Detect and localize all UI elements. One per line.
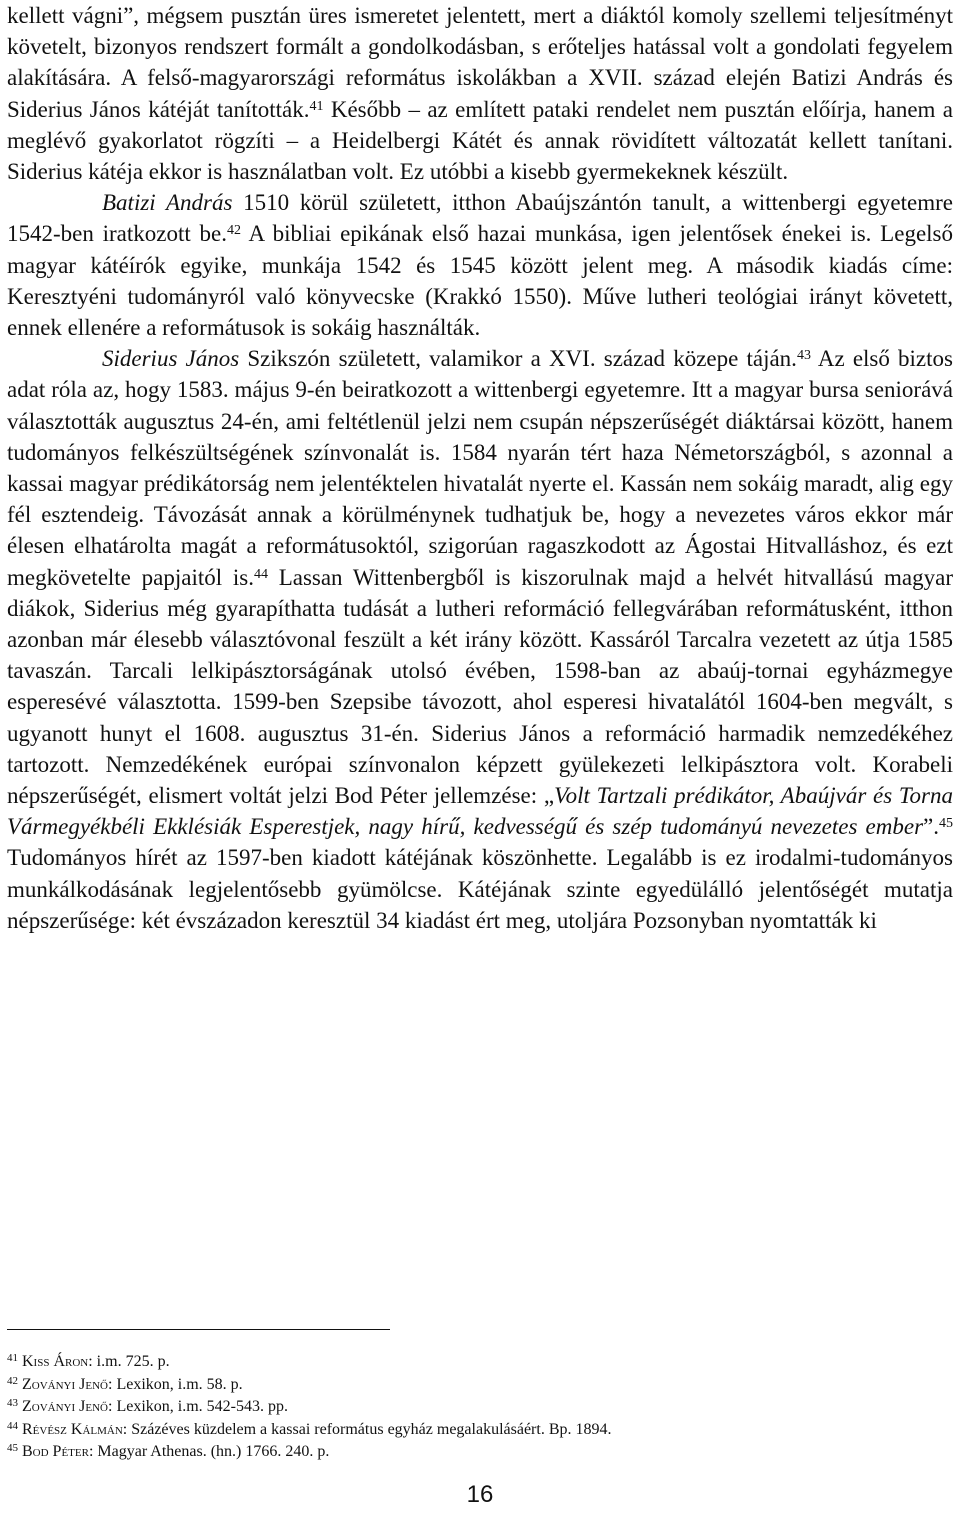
- footnote-text: : Lexikon, i.m. 542-543. pp.: [108, 1398, 288, 1415]
- footnote-number: 45: [7, 1442, 18, 1454]
- paragraph-3-text-c: Lassan Wittenbergből is kiszorulnak majd a helvét hitvallású magyar diákok, Siderius még gyarapíthatta tudását a lutheri reformáció fellegvárában reformátusként, itthon azonban már élesebb választóvonal feszült a két irány között. Kassáról Tarcalra vezetett az útja 1585 tavaszán. Tarcali lelkipásztorságának utolsó évében, 1598-ban az abaúj-tornai egyházmegye esperesévé választotta. 1599-ben Szepsibe távozott, ahol esperesi hivatalától 1604-ben megvált, s ugyanott hunyt el 1608. augusztus 31-én. Siderius János a reformáció harmadik nemzedékéhez tartozott. Nemzedékének európai színvonalon képzett gyülekezeti lelkipásztora volt. Korabeli népszerűségét, elismert voltát jelzi Bod Péter jellemzése: „: [7, 564, 953, 809]
- paragraph-1-text-a: kellett vágni”, mégsem pusztán üres ismeretet jelentett, mert a diáktól komoly szellemi teljesítményt követelt, bizonyos rendszert formált a gondolkodásban, s erőteljes hatással volt a gondolati fegyelem alakítására. A felső-magyarországi református iskolákban a XVII. század elején Batizi András és Siderius János kátéját tanították.: [7, 3, 953, 122]
- footnote-number: 43: [7, 1397, 18, 1409]
- footnote-ref-44[interactable]: 44: [253, 566, 268, 582]
- footnote-number: 44: [7, 1419, 18, 1432]
- paragraph-2-text-b: A bibliai epikának első hazai munkása, igen jelentősek énekei is. Legelső magyar kátéírók egyike, munkája 1542 és 1545 között jelent meg. A második kiadás címe: Keresztyéni tudományról való könyvecske (Krakkó 1550). Műve lutheri teológiai irányt követett, ennek ellenére a reformátusok is sokáig használták.: [7, 221, 953, 341]
- paragraph-3-text-a: Szikszón született, valamikor a XVI. század közepe táján.: [239, 346, 797, 372]
- footnote-number: 41: [7, 1352, 18, 1364]
- footnote-ref-42[interactable]: 42: [226, 223, 241, 239]
- person-name-siderius: Siderius János: [102, 346, 240, 372]
- page-number: 16: [466, 1481, 494, 1508]
- footnote-text: : Százéves küzdelem a kassai református egyház megalakulásáért. Bp. 1894.: [122, 1420, 612, 1438]
- footnote-42: [7, 1374, 953, 1397]
- person-name-batizi: Batizi András: [102, 190, 233, 216]
- paragraph-3-text-b: Az első biztos adat róla az, hogy 1583. május 9-én beiratkozott a wittenbergi egyetemre. Itt a magyar bursa seniorává választották augusztus 24-én, ami feltétlenül jelzi nem csupán népszerűségét diáktársai között, hanem tudományos felkészültségének színvonalát is. 1584 nyarán tért haza Németországból, s azonnal a kassai magyar prédikátorság nem jelentéktelen hivatalát nyerte el. Kassán nem sokáig maradt, alig egy fél esztendeig. Távozását annak a körülménynek tudhatjuk be, hogy a nevezetes város ekkor már élesen elhatárolta magát a reformátusoktól, szigorúan ragaszkodott az Ágostai Hitvalláshoz, és ezt megkövetelte papjaitól is.: [7, 346, 953, 590]
- paragraph-2: [7, 187, 953, 343]
- bod-peter-quotation: Volt Tartzali prédikátor, Abaújvár és Torna Vármegyékbéli Ekklésiák Esperestjek, nagy hírű, kedvességű és szép tudományú nevezetes ember: [7, 783, 953, 840]
- footnote-41: [7, 1351, 953, 1374]
- paragraph-2-text-a: 1510 körül született, itthon Abaújszántón tanult, a wittenbergi egyetemre 1542-ben iratkozott be.: [7, 190, 953, 247]
- footnote-text: : Magyar Athenas. (hn.) 1766. 240. p.: [88, 1443, 330, 1460]
- footnote-43: [7, 1396, 953, 1419]
- footnote-author: Bod Péter: [22, 1443, 89, 1460]
- footnote-ref-45[interactable]: 45: [939, 816, 953, 832]
- footnote-text: : Lexikon, i.m. 58. p.: [108, 1375, 243, 1393]
- footnote-author: Zoványi Jenő: [22, 1375, 108, 1393]
- footnote-number: 42: [7, 1374, 18, 1387]
- body-text: [7, 0, 953, 936]
- footnote-ref-41[interactable]: 41: [309, 98, 324, 114]
- paragraph-3-text-d: Tudományos hírét az 1597-ben kiadott kátéjának köszönhette. Legalább is ez irodalmi-tudományos munkálkodásának legjelentősebb gyümölcse. Kátéjának szinte egyedülálló jelentőségét mutatja népszerűsége: két évszázadon keresztül 34 kiadást ért meg, utoljára Pozsonyban nyomtatták ki: [7, 845, 953, 933]
- footnote-45: [7, 1441, 953, 1464]
- footnote-separator: [7, 1329, 390, 1330]
- paragraph-3: [7, 343, 953, 936]
- footnote-text: : i.m. 725. p.: [88, 1353, 170, 1370]
- quotation-close: ”.: [923, 814, 939, 840]
- paragraph-1-text-b: Később – az említett pataki rendelet nem pusztán előírja, hanem a meglévő gyakorlatot rögzíti – a Heidelbergi Kátét és annak rövidített változatát kellett tanítani. Siderius kátéja ekkor is használatban volt. Ez utóbbi a kisebb gyermekeknek készült.: [7, 96, 954, 185]
- footnote-author: Zoványi Jenő: [22, 1398, 108, 1415]
- footnote-author: Kiss Áron: [22, 1353, 89, 1370]
- footnote-ref-43[interactable]: 43: [796, 348, 811, 364]
- footnote-author: Révész Kálmán: [22, 1420, 123, 1438]
- paragraph-1: [7, 0, 953, 187]
- footnote-44: [7, 1419, 953, 1442]
- footnotes: [7, 1351, 953, 1464]
